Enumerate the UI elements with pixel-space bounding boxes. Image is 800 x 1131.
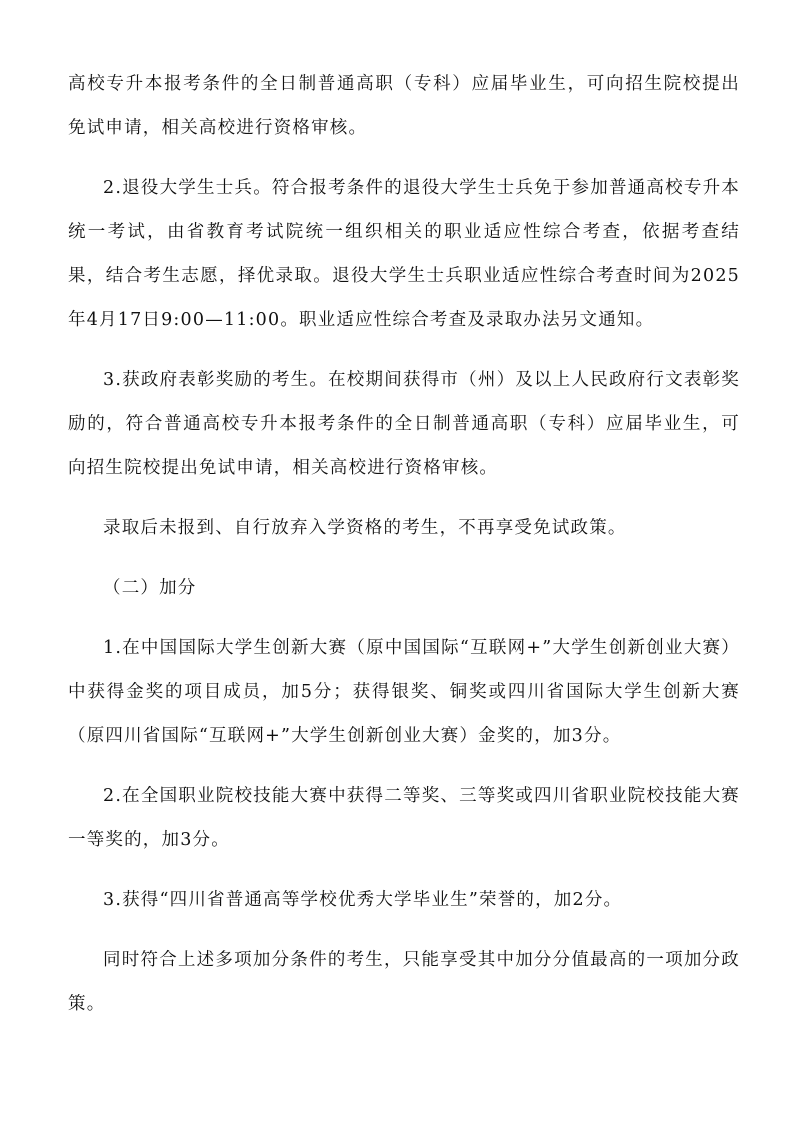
paragraph-government-awards: 3.获政府表彰奖励的考生。在校期间获得市（州）及以上人民政府行文表彰奖励的，符合普通高校专升本报考条件的全日制普通高职（专科）应届毕业生，可向招生院校提出免试申请，相关高校进行资格审核。	[68, 370, 740, 478]
paragraph-innovation-competition: 1.在中国国际大学生创新大赛（原中国国际“互联网+”大学生创新创业大赛）中获得金奖的项目成员，加5分；获得银奖、铜奖或四川省国际大学生创新大赛（原四川省国际“互联网+”大学生创新创业大赛）金奖的，加3分。	[68, 638, 740, 746]
paragraph-exemption-continued: 高校专升本报考条件的全日制普通高职（专科）应届毕业生，可向招生院校提出免试申请，相关高校进行资格审核。	[68, 74, 740, 138]
paragraph-outstanding-graduate: 3.获得“四川省普通高等学校优秀大学毕业生”荣誉的，加2分。	[103, 890, 623, 910]
section-heading-bonus-points: （二）加分	[103, 578, 197, 598]
document-page	[68, 62, 740, 1042]
paragraph-multiple-bonus-rule: 同时符合上述多项加分条件的考生，只能享受其中加分分值最高的一项加分政策。	[68, 950, 740, 1014]
paragraph-skills-competition: 2.在全国职业院校技能大赛中获得二等奖、三等奖或四川省职业院校技能大赛一等奖的，加3分。	[68, 786, 740, 850]
paragraph-enrollment-note: 录取后未报到、自行放弃入学资格的考生，不再享受免试政策。	[103, 518, 627, 538]
paragraph-retired-soldiers: 2.退役大学生士兵。符合报考条件的退役大学生士兵免于参加普通高校专升本统一考试，由省教育考试院统一组织相关的职业适应性综合考查，依据考查结果，结合考生志愿，择优录取。退役大学生士兵职业适应性综合考查时间为2025年4月17日9:00—11:00。职业适应性综合考查及录取办法另文通知。	[68, 178, 740, 330]
